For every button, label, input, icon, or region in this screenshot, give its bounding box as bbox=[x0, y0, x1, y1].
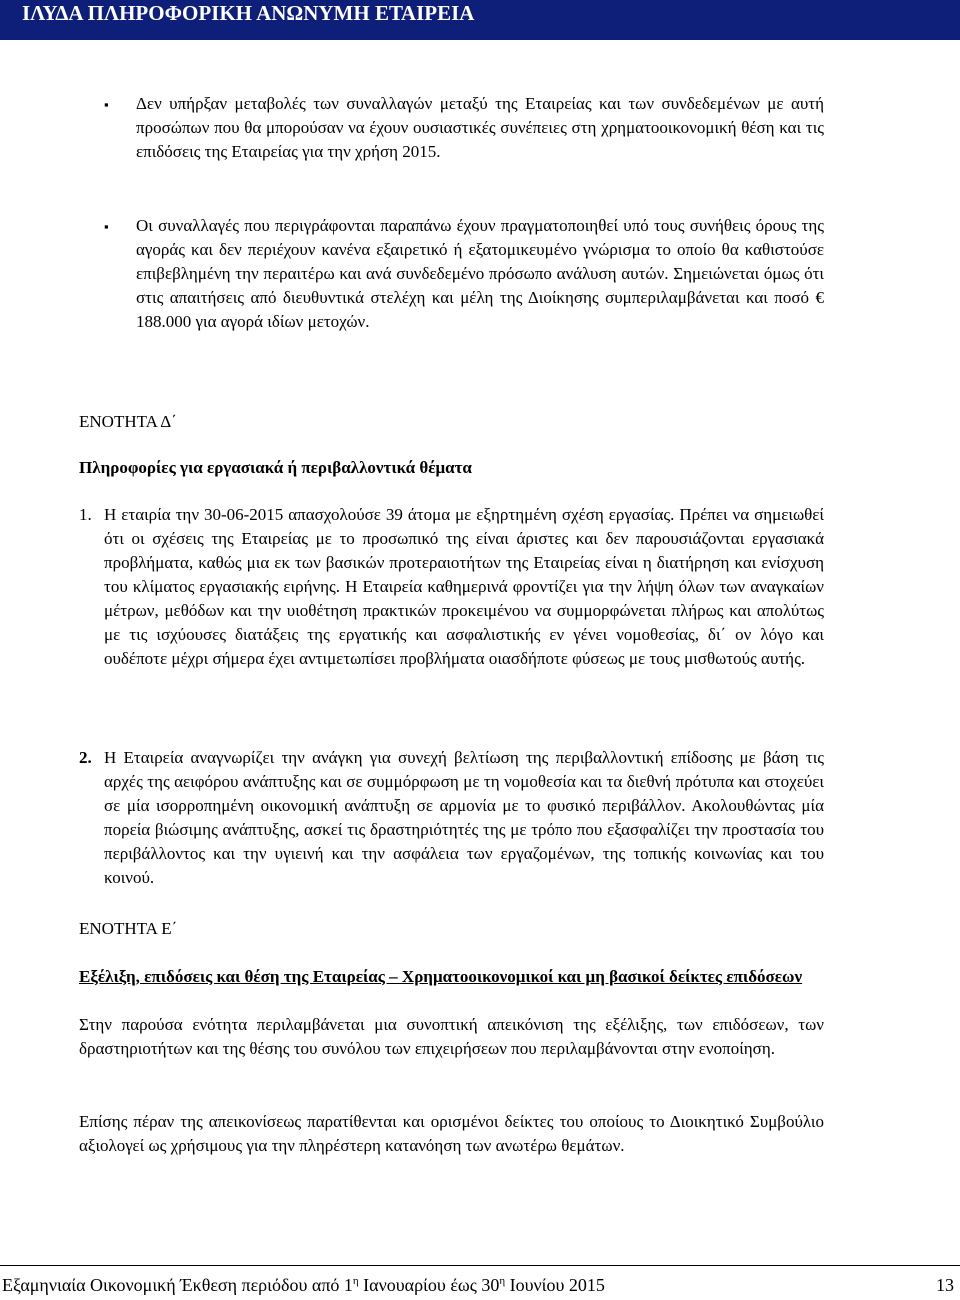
footer-report-title: Εξαμηνιαία Οικονομική Έκθεση περιόδου από $1^\eta$ Ιανουαρίου έως $30^\eta$ Ιουνίου 2015 bbox=[2, 1275, 605, 1295]
bullet-paragraph-2: Οι συναλλαγές που περιγράφονται παραπάνω έχουν πραγματοποιηθεί υπό τους συνήθεις όρους της αγοράς και δεν περιέχουν κανένα εξαιρετικό ή εξατομικευμένο γνώρισμα το οποίο θα καθιστούσε επιβεβλημένη την περαιτέρω και ανά συνδεδεμένο πρόσωπο ανάλυση αυτών. Σημειώνεται όμως ότι στις απαιτήσεις από διευθυντικά στελέχη και μέλη της Διοίκησης συμπεριλαμβάνεται και ποσό € 188.000 για αγορά ιδίων μετοχών. bbox=[136, 216, 824, 331]
section-d-title: ΕΝΟΤΗΤΑ Δ΄ bbox=[79, 412, 177, 431]
page-number: 13 bbox=[936, 1275, 954, 1295]
section-e-paragraph-2: Επίσης πέραν της απεικονίσεως παρατίθενται και ορισμένοι δείκτες του οποίους το Διοικητικό Συμβούλιο αξιολογεί ως χρήσιμους για την πληρέστερη κατανόηση των ανωτέρω θεμάτων. bbox=[79, 1112, 824, 1155]
section-e-title: ΕΝΟΤΗΤΑ Ε΄ bbox=[79, 919, 178, 938]
footer-divider bbox=[0, 1265, 960, 1266]
company-title: ΙΛΥΔΑ ΠΛΗΡΟΦΟΡΙΚΗ ΑΝΩΝΥΜΗ ΕΤΑΙΡΕΙΑ bbox=[22, 1, 475, 25]
section-e-subtitle: Εξέλιξη, επιδόσεις και θέση της Εταιρείας – Χρηματοοικονομικοί και μη βασικοί δείκτες επιδόσεων bbox=[79, 967, 803, 986]
square-bullet-icon: ▪ bbox=[104, 219, 109, 234]
item-paragraph-1: Η εταιρία την 30-06-2015 απασχολούσε 39 άτομα με εξηρτημένη σχέση εργασίας. Πρέπει να σημειωθεί ότι οι σχέσεις της Εταιρείας με το προσωπικό της είναι άριστες και δεν παρουσιάζονται εργασιακά προβλήματα, καθώς μια εκ των βασικών προτεραιοτήτων της Εταιρείας είναι η διατήρηση και ενίσχυση του κλίματος εργασιακής ειρήνης. Η Εταιρεία καθημερινά φροντίζει για την λήψη όλων των αναγκαίων μέτρων, μεθόδων και την υιοθέτηση πρακτικών προκειμένου να συμμορφώνεται πλήρως και απολύτως με τις ισχύουσες διατάξεις της εργατικής και ασφαλιστικής εν γένει νομοθεσίας, δι΄ ον λόγο και ουδέποτε μέχρι σήμερα έχει αντιμετωπίσει προβλήματα οιασδήποτε φύσεως με τους μισθωτούς αυτής. bbox=[104, 505, 824, 668]
item-number-2: 2. bbox=[79, 748, 92, 767]
section-d-subtitle: Πληροφορίες για εργασιακά ή περιβαλλοντικά θέματα bbox=[79, 458, 472, 477]
square-bullet-icon: ▪ bbox=[104, 97, 109, 112]
section-e-paragraph-1: Στην παρούσα ενότητα περιλαμβάνεται μια συνοπτική απεικόνιση της εξέλιξης, των επιδόσεων, των δραστηριοτήτων και της θέσης του συνόλου των επιχειρήσεων που περιλαμβάνονται στην ενοποίηση. bbox=[79, 1015, 824, 1058]
item-number-1: 1. bbox=[79, 505, 92, 524]
bullet-paragraph-1: Δεν υπήρξαν μεταβολές των συναλλαγών μεταξύ της Εταιρείας και των συνδεδεμένων με αυτή προσώπων που θα μπορούσαν να έχουν ουσιαστικές συνέπειες στη χρηματοοικονομική θέση και τις επιδόσεις της Εταιρείας για την χρήση 2015. bbox=[136, 94, 824, 161]
item-paragraph-2: Η Εταιρεία αναγνωρίζει την ανάγκη για συνεχή βελτίωση της περιβαλλοντική επίδοσης με βάση τις αρχές της αειφόρου ανάπτυξης και σε συμμόρφωση με τη νομοθεσία και τα διεθνή πρότυπα και στοχεύει σε μία ισορροπημένη οικονομική ανάπτυξη σε αρμονία με το φυσικό περιβάλλον. Ακολουθώντας μία πορεία βιώσιμης ανάπτυξης, ασκεί τις δραστηριότητές της με τρόπο που εξασφαλίζει την προστασία του περιβάλλοντος και την υγιεινή και την ασφάλεια των εργαζομένων, της τοπικής κοινωνίας και του κοινού. bbox=[104, 748, 824, 887]
